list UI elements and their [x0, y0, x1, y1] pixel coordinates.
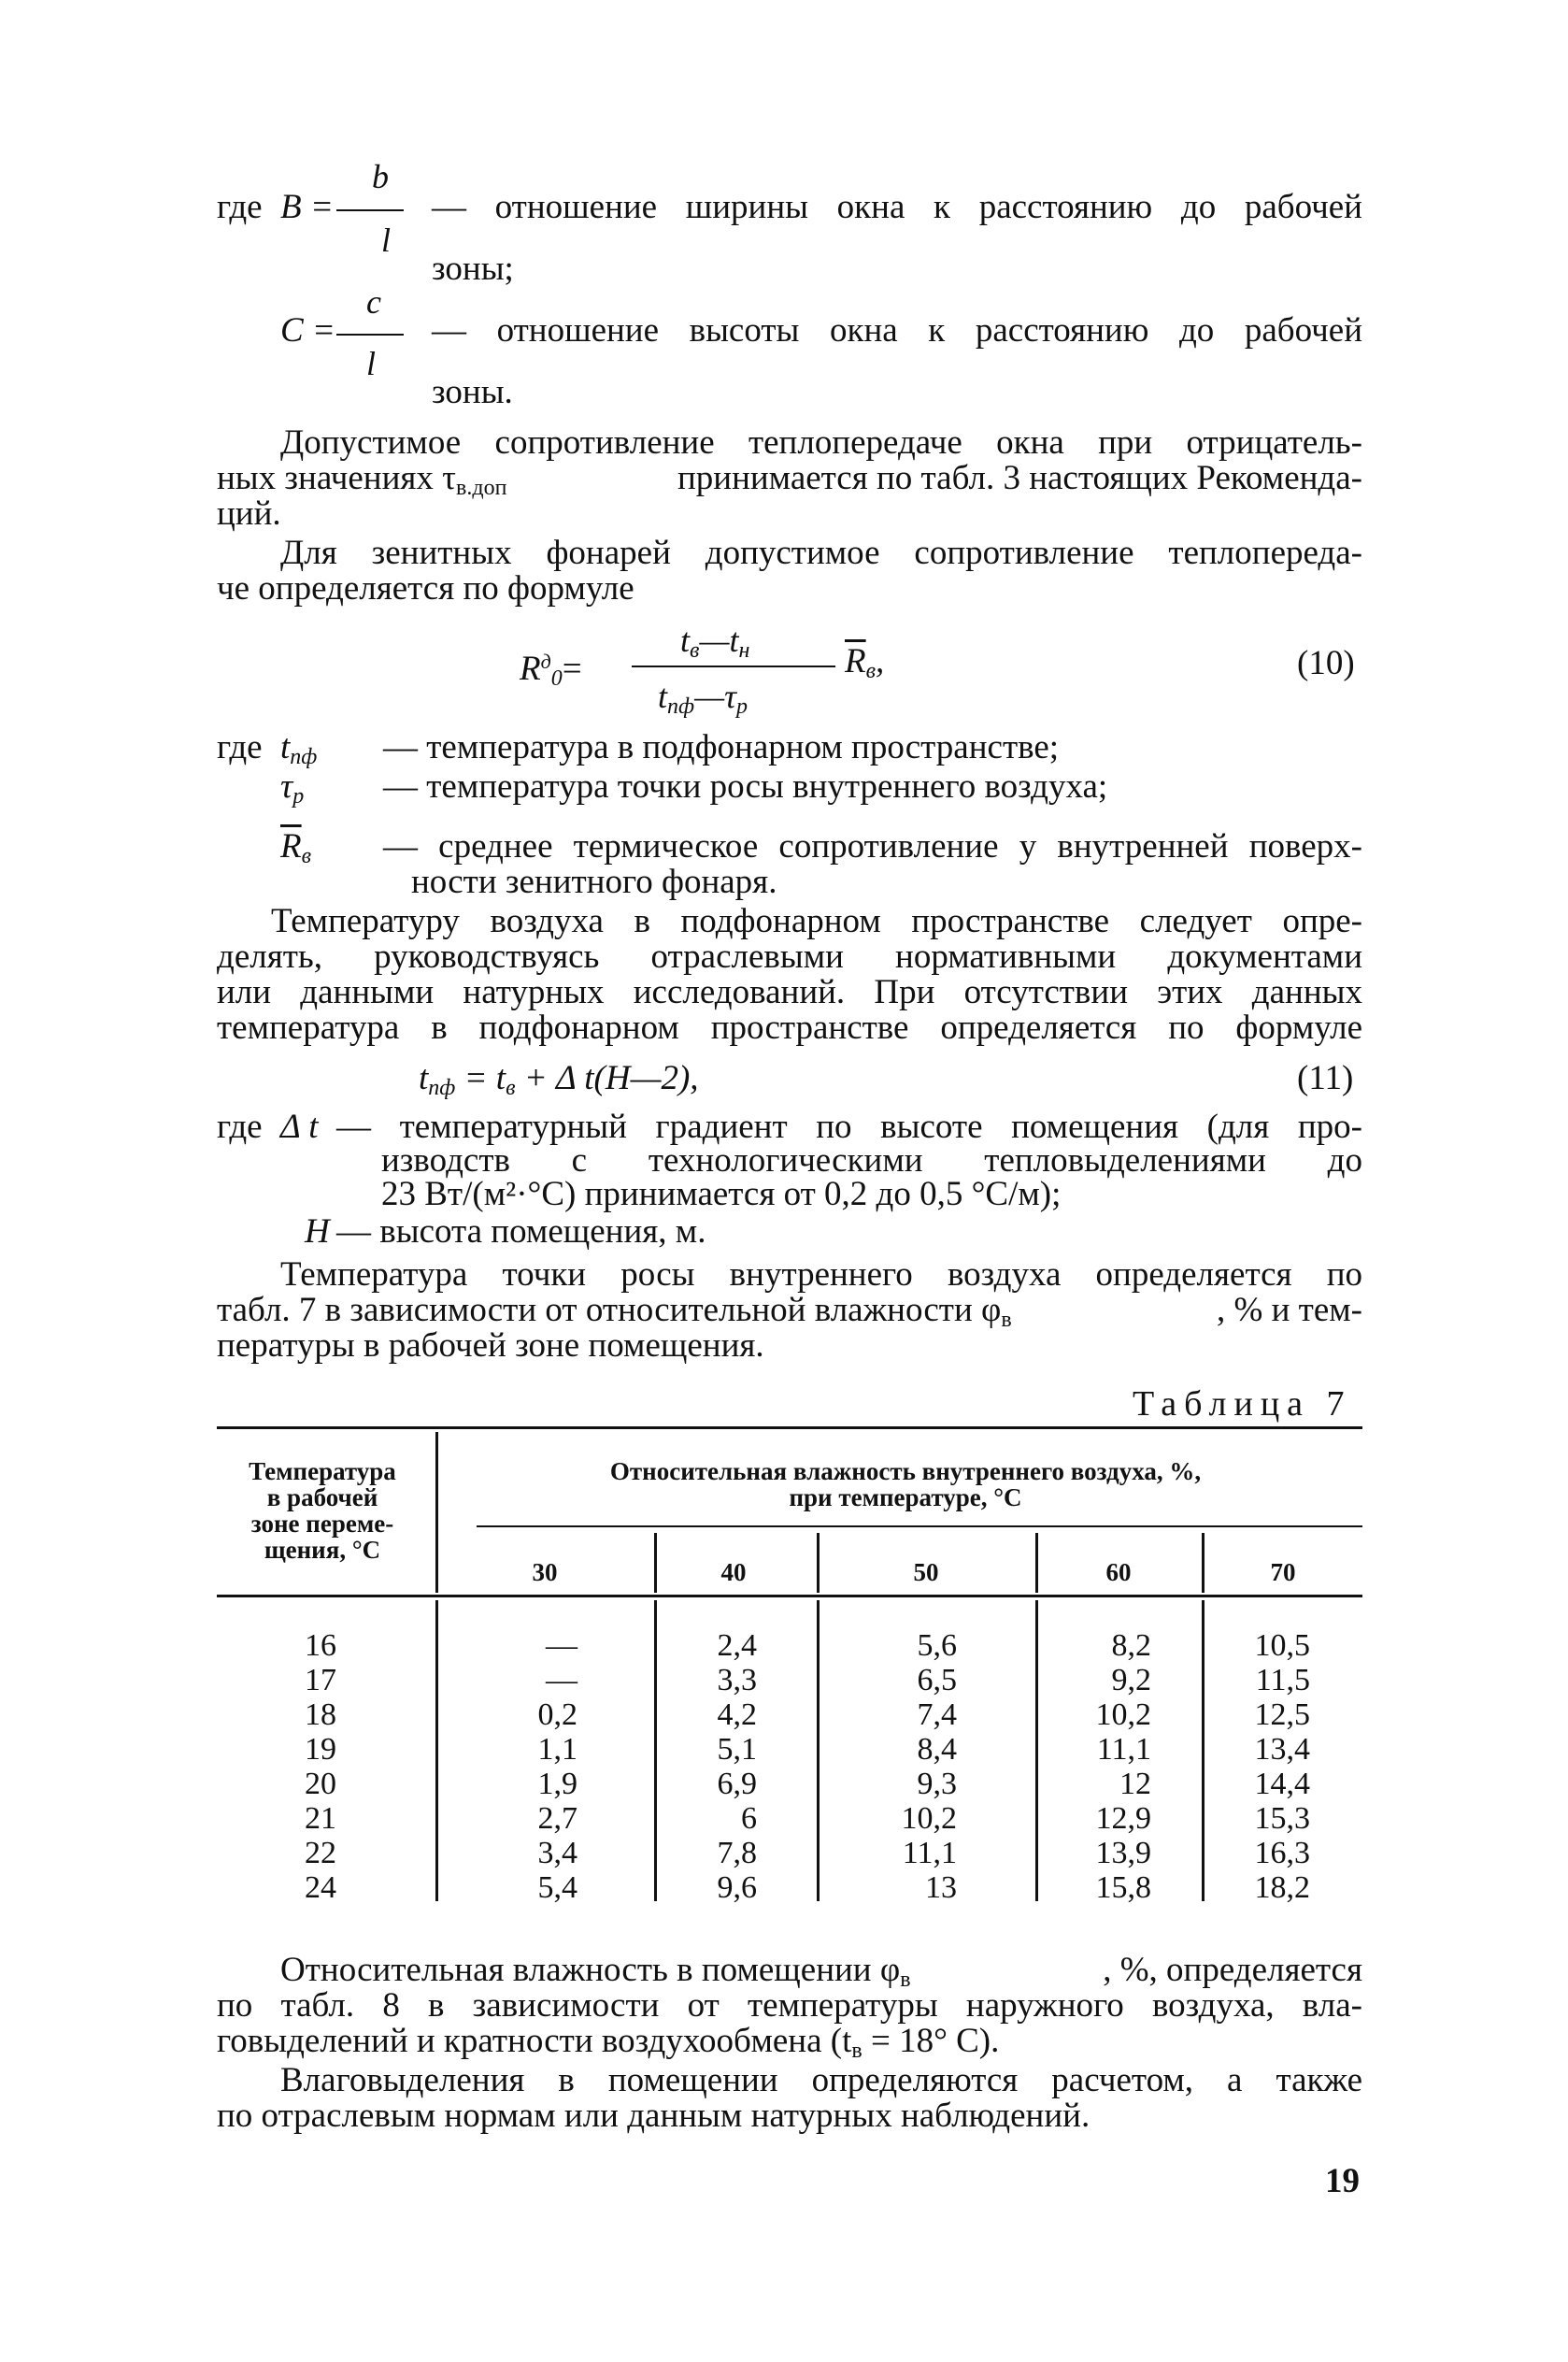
col-divider-4-head — [1202, 1533, 1205, 1593]
table-row-temp: 20 — [305, 1767, 336, 1801]
table-cell: 10,2 — [901, 1801, 957, 1836]
formula11-number: (11) — [1297, 1059, 1354, 1097]
table-cell: 6,5 — [917, 1663, 957, 1697]
b-lhs: B = — [280, 188, 334, 226]
where11-desc1: — температурный градиент по высоте помещения (для про- — [336, 1108, 1362, 1146]
table-cell: 12,5 — [1254, 1697, 1310, 1732]
table-cell: 1,1 — [537, 1732, 577, 1767]
column-header-30: 30 — [532, 1558, 558, 1586]
where10-symbol1: $t_{пф}$ — [280, 728, 318, 769]
table-cell: 10,2 — [1095, 1697, 1151, 1732]
table-cell: 3,4 — [537, 1836, 577, 1870]
table-stub-divider — [435, 1432, 438, 1593]
where10-desc3: — среднее термическое сопротивление у внутренней поверх- — [383, 827, 1362, 866]
para5-line1-a: Относительная влажность в помещении $\varphi_в$ — [280, 1951, 911, 1992]
para3-line4: температура в подфонарном пространстве определяется по формуле — [217, 1009, 1362, 1047]
where10-desc2: — температура точки росы внутреннего воздуха; — [383, 767, 1108, 806]
column-header-40: 40 — [720, 1558, 747, 1586]
b-description-cont: зоны; — [432, 250, 514, 288]
table-cell: 5,6 — [917, 1628, 957, 1663]
para6-line2: по отраслевым нормам или данным натурных наблюдений. — [217, 2097, 1090, 2135]
table-cell: 6,9 — [717, 1767, 757, 1801]
table-cell: 11,1 — [1096, 1732, 1151, 1767]
formula11: $t_{пф} = t_в + \Delta$ t(H—2), — [419, 1059, 699, 1100]
table-cell: — — [546, 1663, 577, 1697]
table-cell: 18,2 — [1254, 1870, 1310, 1905]
table-cell: 1,9 — [537, 1767, 577, 1801]
b-denominator: l — [381, 222, 392, 259]
table-row-temp: 22 — [305, 1836, 336, 1870]
where11-desc2: — высота помещения, м. — [336, 1212, 706, 1251]
para1-line2 — [217, 460, 1362, 507]
table-cell: 5,1 — [717, 1732, 757, 1767]
b-description: — отношение ширины окна к расстоянию до рабочей — [432, 188, 1362, 226]
b-fraction-bar — [336, 209, 404, 211]
para4-line1: Температура точки росы внутреннего воздуха определяется по — [280, 1255, 1362, 1294]
where10-symbol2: $\tau_р$ — [280, 767, 305, 809]
para1-line1: Допустимое сопротивление теплопередаче окна при отрицатель- — [280, 423, 1362, 462]
para1-line2-a: ных значениях $\tau_{в.доп}$ — [217, 459, 507, 500]
table-row-temp: 17 — [305, 1663, 336, 1697]
where10-desc1: — температура в подфонарном пространстве; — [383, 728, 1060, 766]
where11-desc1-cont: изводств с технологическими тепловыделениями до — [381, 1141, 1362, 1180]
table-cell: 13,9 — [1095, 1836, 1151, 1870]
para4-line3: пературы в рабочей зоне помещения. — [217, 1326, 764, 1365]
where10-symbol3: $\overline{R}_в$ — [280, 827, 312, 868]
col-divider-1-head — [654, 1533, 657, 1593]
table-cell: 6 — [741, 1801, 757, 1836]
column-header-60: 60 — [1105, 1558, 1132, 1586]
table-cell: 11,1 — [902, 1836, 957, 1870]
table-cell: 2,7 — [537, 1801, 577, 1836]
para5-line3: говыделений и кратности воздухообмена ($t_в = 18^\circ$ С). — [217, 2022, 1000, 2063]
table-stub-divider-body — [435, 1600, 438, 1901]
table-top-rule — [217, 1426, 1362, 1429]
table-cell: 2,4 — [717, 1628, 757, 1663]
table-cell: 11,5 — [1255, 1663, 1310, 1697]
para6-line1: Влаговыделения в помещении определяются расчетом, а также — [280, 2061, 1362, 2099]
table-row-temp: 21 — [305, 1801, 336, 1836]
table-group-rule — [477, 1525, 1362, 1527]
table-stub-header: Температура в рабочей зоне переме- щения, °С — [249, 1457, 396, 1564]
table-cell: 3,3 — [717, 1663, 757, 1697]
table-cell: 15,8 — [1095, 1870, 1151, 1905]
c-lhs: C = — [280, 311, 335, 350]
where11-symbol1: Δ t — [280, 1108, 319, 1146]
table-cell: 5,4 — [537, 1870, 577, 1905]
table-cell: 16,3 — [1254, 1836, 1310, 1870]
where11-gde: где — [217, 1108, 263, 1146]
table-row-temp: 18 — [305, 1697, 336, 1732]
where11-symbol2: H — [305, 1212, 330, 1251]
where10-desc3-cont: ности зенитного фонаря. — [411, 863, 777, 901]
para4-line2-b: , % и тем- — [1217, 1291, 1362, 1329]
para2-line2: че определяется по формуле — [217, 569, 634, 608]
b-numerator: b — [372, 158, 389, 195]
where11-desc1-cont2: 23 Вт/(м²·°С) принимается от 0,2 до 0,5 °С/м); — [381, 1175, 1062, 1213]
c-fraction-bar — [336, 334, 404, 336]
c-description-cont: зоны. — [432, 373, 513, 411]
column-header-70: 70 — [1270, 1558, 1296, 1586]
col-divider-2-body — [817, 1600, 820, 1901]
para1-line3: ций. — [217, 494, 281, 533]
table-cell: 10,5 — [1254, 1628, 1310, 1663]
table-cell: — — [546, 1628, 577, 1663]
table-cell: 4,2 — [717, 1697, 757, 1732]
table-cell: 7,8 — [717, 1836, 757, 1870]
para3-line3: или данными натурных исследований. При отсутствии этих данных — [217, 973, 1362, 1011]
table-row-temp: 16 — [305, 1628, 336, 1663]
table-cell: 8,4 — [917, 1732, 957, 1767]
para1-line2-b: принимается по табл. 3 настоящих Рекоменда- — [677, 459, 1362, 497]
table-row-temp: 19 — [305, 1732, 336, 1767]
table-caption: Таблица 7 — [1133, 1384, 1352, 1424]
table-row-temp: 24 — [305, 1870, 336, 1905]
page-number: 19 — [1325, 2162, 1360, 2200]
c-denominator: l — [366, 345, 377, 382]
table-header-rule — [217, 1595, 1362, 1597]
table-cell: 15,3 — [1254, 1801, 1310, 1836]
col-divider-2-head — [817, 1533, 820, 1593]
table-cell: 12,9 — [1095, 1801, 1151, 1836]
para2-line1: Для зенитных фонарей допустимое сопротивление теплопереда- — [280, 534, 1362, 572]
table-cell: 8,2 — [1111, 1628, 1151, 1663]
col-divider-3-body — [1035, 1600, 1038, 1901]
table-cell: 13,4 — [1254, 1732, 1310, 1767]
table-group-header: Относительная влажность внутреннего воздуха, %, при температуре, °С — [609, 1457, 1202, 1511]
where10-gde: где — [217, 728, 263, 766]
table-cell: 0,2 — [537, 1697, 577, 1732]
table-cell: 12 — [1119, 1767, 1151, 1801]
col-divider-3-head — [1035, 1533, 1038, 1593]
gde-label: где — [217, 188, 263, 226]
para3-line1: Температуру воздуха в подфонарном пространстве следует опре- — [271, 902, 1362, 940]
formula10-rhs: $\overline{R}_в$, — [845, 642, 885, 683]
table-cell: 13 — [925, 1870, 957, 1905]
c-numerator: c — [366, 283, 381, 321]
para5-line2: по табл. 8 в зависимости от температуры наружного воздуха, вла- — [217, 1986, 1362, 2025]
column-header-50: 50 — [913, 1558, 939, 1586]
table-cell: 7,4 — [917, 1697, 957, 1732]
formula10-number: (10) — [1297, 644, 1355, 682]
para4-line2-a: табл. 7 в зависимости от относительной влажности $\varphi_в$ — [217, 1291, 1012, 1332]
para3-line2: делять, руководствуясь отраслевыми нормативными документами — [217, 938, 1362, 976]
table-cell: 9,3 — [917, 1767, 957, 1801]
table-cell: 9,6 — [717, 1870, 757, 1905]
table-cell: 9,2 — [1111, 1663, 1151, 1697]
formula10-fraction-bar — [632, 666, 835, 667]
c-description: — отношение высоты окна к расстоянию до рабочей — [432, 311, 1362, 350]
formula10-numerator: $t_в—t_н$ — [680, 622, 750, 663]
para5-line1-b: , %, определяется — [1103, 1951, 1362, 1989]
table-cell: 14,4 — [1254, 1767, 1310, 1801]
formula10-lhs: $R^д_0=$ — [520, 650, 582, 691]
formula10-denominator: $t_{пф}—\tau_р$ — [658, 678, 748, 719]
